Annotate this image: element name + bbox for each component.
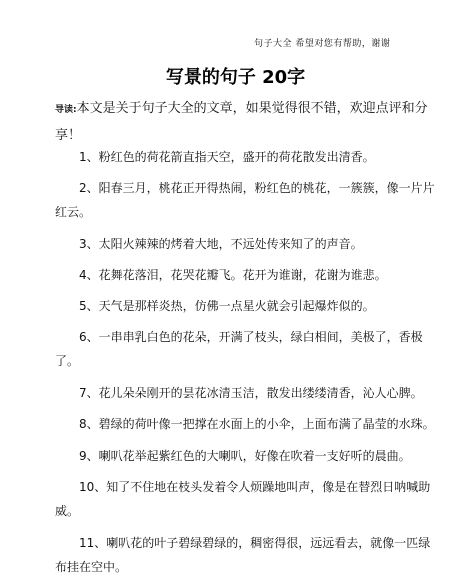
list-item: 5、天气是那样炎热，仿佛一点星火就会引起爆炸似的。 bbox=[79, 299, 375, 313]
list-item: 11、喇叭花的叶子碧绿碧绿的，稠密得很，远远看去，就像一匹绿布挂在空中。 bbox=[55, 536, 431, 574]
intro-text: 本文是关于句子大全的文章，如果觉得很不错，欢迎点评和分享！ bbox=[55, 101, 428, 143]
header-note: 句子大全 希望对您有帮助，谢谢 bbox=[254, 39, 391, 49]
list-item: 8、碧绿的荷叶像一把撑在水面上的小伞，上面布满了晶莹的水珠。 bbox=[79, 417, 435, 431]
sentence-list bbox=[55, 145, 435, 587]
page-title: 写景的句子 20字 bbox=[165, 67, 306, 88]
list-item: 4、花舞花落泪，花哭花瓣飞。花开为谁谢，花谢为谁悲。 bbox=[79, 268, 387, 282]
list-item: 10、知了不住地在枝头发着令人烦躁地叫声，像是在替烈日呐喊助威。 bbox=[55, 480, 431, 518]
list-item: 7、花儿朵朵刚开的昙花冰清玉洁，散发出缕缕清香，沁人心脾。 bbox=[79, 386, 423, 400]
list-item: 2、阳春三月，桃花正开得热闹，粉红色的桃花，一簇簇，像一片片红云。 bbox=[55, 181, 435, 219]
list-item: 9、喇叭花举起紫红色的大喇叭，好像在吹着一支好听的晨曲。 bbox=[79, 449, 411, 463]
list-item: 1、粉红色的荷花箭直指天空，盛开的荷花散发出清香。 bbox=[79, 150, 375, 164]
intro-label: 导读: bbox=[55, 105, 77, 115]
list-item: 6、一串串乳白色的花朵，开满了枝头，绿白相间，美极了，香极了。 bbox=[55, 330, 423, 368]
list-item: 3、太阳火辣辣的烤着大地，不远处传来知了的声音。 bbox=[79, 237, 363, 251]
intro-paragraph bbox=[55, 96, 435, 148]
